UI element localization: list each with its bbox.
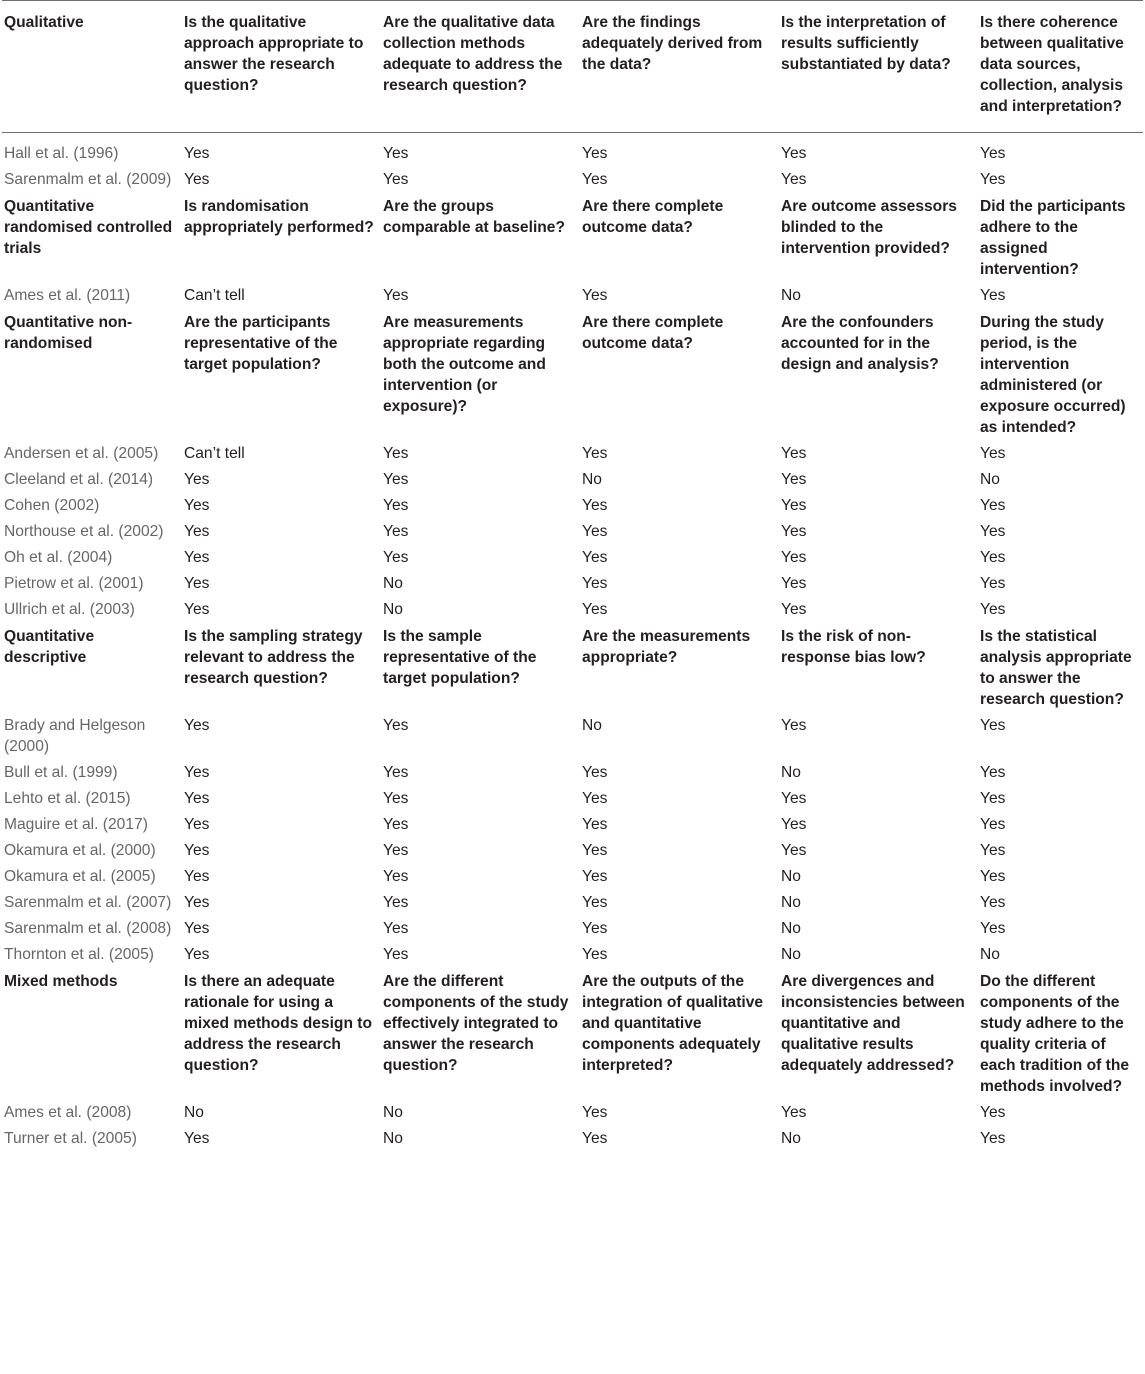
answer-cell: Yes <box>582 842 608 859</box>
criterion-question: Is the risk of non-response bias low? <box>781 628 926 666</box>
answer-cell: Yes <box>781 445 807 462</box>
answer-cell: No <box>582 471 602 488</box>
criterion-question: Are the findings adequately derived from the data? <box>582 14 763 73</box>
answer-cell: Yes <box>582 790 608 807</box>
answer-cell: Yes <box>582 145 608 162</box>
answer-cell: Yes <box>582 445 608 462</box>
study-citation: Thornton et al. (2005) <box>4 946 154 963</box>
study-citation: Ullrich et al. (2003) <box>4 601 135 618</box>
table-row <box>2 495 1143 521</box>
quality-appraisal-table <box>2 0 1143 1154</box>
answer-cell: Yes <box>582 497 608 514</box>
answer-cell: No <box>781 946 801 963</box>
table-row <box>2 814 1143 840</box>
answer-cell: Yes <box>582 894 608 911</box>
study-citation: Lehto et al. (2015) <box>4 790 131 807</box>
study-citation: Ames et al. (2008) <box>4 1104 132 1121</box>
answer-cell: Yes <box>582 946 608 963</box>
answer-cell: Yes <box>582 920 608 937</box>
study-citation: Northouse et al. (2002) <box>4 523 164 540</box>
answer-cell: Yes <box>383 790 409 807</box>
answer-cell: Yes <box>980 575 1006 592</box>
answer-cell: Yes <box>383 946 409 963</box>
study-citation: Brady and Helgeson (2000) <box>4 717 146 755</box>
answer-cell: Yes <box>781 523 807 540</box>
table-row <box>2 944 1143 970</box>
criterion-question: Is the interpretation of results sufficiently substantiated by data? <box>781 14 951 73</box>
answer-cell: Yes <box>980 601 1006 618</box>
table-body <box>2 1 1143 1155</box>
answer-cell: Yes <box>383 894 409 911</box>
answer-cell: No <box>184 1104 204 1121</box>
section-label: Quantitative randomised controlled trials <box>4 198 173 257</box>
answer-cell: Yes <box>781 842 807 859</box>
criterion-question: Is the sampling strategy relevant to address the research question? <box>184 628 363 687</box>
answer-cell: Yes <box>383 549 409 566</box>
criterion-question: Are measurements appropriate regarding both the outcome and intervention (or exposure)? <box>383 314 546 415</box>
answer-cell: No <box>781 764 801 781</box>
table-row <box>2 892 1143 918</box>
answer-cell: Yes <box>383 920 409 937</box>
section-header-qualitative <box>2 1 1143 133</box>
table-row <box>2 169 1143 195</box>
answer-cell: Yes <box>184 816 210 833</box>
study-citation: Cohen (2002) <box>4 497 100 514</box>
study-citation: Okamura et al. (2000) <box>4 842 156 859</box>
criterion-question: Did the participants adhere to the assigned intervention? <box>980 198 1126 278</box>
answer-cell: Yes <box>781 717 807 734</box>
answer-cell: No <box>781 868 801 885</box>
answer-cell: Yes <box>383 287 409 304</box>
criterion-question: Is there an adequate rationale for using a mixed methods design to address the research question? <box>184 973 373 1074</box>
study-citation: Cleeland et al. (2014) <box>4 471 154 488</box>
table-row <box>2 133 1143 170</box>
answer-cell: No <box>383 1130 403 1147</box>
answer-cell: Yes <box>184 549 210 566</box>
study-citation: Okamura et al. (2005) <box>4 868 156 885</box>
answer-cell: Yes <box>582 549 608 566</box>
answer-cell: No <box>781 920 801 937</box>
answer-cell: No <box>781 1130 801 1147</box>
answer-cell: Yes <box>980 920 1006 937</box>
answer-cell: Yes <box>383 171 409 188</box>
table-row <box>2 918 1143 944</box>
answer-cell: Yes <box>980 868 1006 885</box>
answer-cell: Yes <box>184 523 210 540</box>
answer-cell: Yes <box>980 1130 1006 1147</box>
answer-cell: Yes <box>184 575 210 592</box>
answer-cell: Yes <box>184 145 210 162</box>
criterion-question: Do the different components of the study adhere to the quality criteria of each tradition of the methods involved? <box>980 973 1130 1095</box>
criterion-question: Is there coherence between qualitative data sources, collection, analysis and interpretation? <box>980 14 1124 115</box>
criterion-question: Are the outputs of the integration of qualitative and quantitative components adequately interpreted? <box>582 973 764 1074</box>
answer-cell: Yes <box>980 445 1006 462</box>
answer-cell: Yes <box>383 497 409 514</box>
table-row <box>2 715 1143 762</box>
criterion-question: During the study period, is the intervention administered (or exposure occurred) as intended? <box>980 314 1126 436</box>
study-citation: Bull et al. (1999) <box>4 764 118 781</box>
answer-cell: Yes <box>184 717 210 734</box>
answer-cell: No <box>383 1104 403 1121</box>
answer-cell: Yes <box>980 816 1006 833</box>
answer-cell: Yes <box>582 523 608 540</box>
answer-cell: Yes <box>980 497 1006 514</box>
criterion-question: Are the participants representative of the target population? <box>184 314 338 373</box>
answer-cell: Yes <box>980 1104 1006 1121</box>
answer-cell: Yes <box>781 575 807 592</box>
answer-cell: Yes <box>184 471 210 488</box>
criterion-question: Are the groups comparable at baseline? <box>383 198 565 236</box>
table-row <box>2 599 1143 625</box>
answer-cell: Yes <box>184 497 210 514</box>
table-row <box>2 788 1143 814</box>
answer-cell: Yes <box>980 717 1006 734</box>
answer-cell: Yes <box>781 471 807 488</box>
answer-cell: Yes <box>980 894 1006 911</box>
answer-cell: No <box>980 471 1000 488</box>
section-header-rct <box>2 195 1143 285</box>
answer-cell: Yes <box>582 601 608 618</box>
answer-cell: No <box>781 287 801 304</box>
answer-cell: No <box>383 601 403 618</box>
criterion-question: Are the qualitative data collection methods adequate to address the research question? <box>383 14 563 94</box>
table-row <box>2 547 1143 573</box>
criterion-question: Is randomisation appropriately performed? <box>184 198 374 236</box>
study-citation: Pietrow et al. (2001) <box>4 575 144 592</box>
answer-cell: Can’t tell <box>184 287 245 304</box>
study-citation: Turner et al. (2005) <box>4 1130 137 1147</box>
criterion-question: Are outcome assessors blinded to the intervention provided? <box>781 198 957 257</box>
table-row <box>2 1128 1143 1154</box>
study-citation: Sarenmalm et al. (2007) <box>4 894 172 911</box>
criterion-question: Are the confounders accounted for in the design and analysis? <box>781 314 939 373</box>
section-header-descriptive <box>2 625 1143 715</box>
answer-cell: Yes <box>184 790 210 807</box>
study-citation: Ames et al. (2011) <box>4 287 131 304</box>
answer-cell: Yes <box>980 145 1006 162</box>
answer-cell: Yes <box>980 523 1006 540</box>
criterion-question: Are the measurements appropriate? <box>582 628 751 666</box>
study-citation: Sarenmalm et al. (2008) <box>4 920 172 937</box>
answer-cell: Yes <box>383 145 409 162</box>
answer-cell: Yes <box>781 497 807 514</box>
answer-cell: Yes <box>582 868 608 885</box>
answer-cell: Yes <box>781 601 807 618</box>
table-row <box>2 573 1143 599</box>
answer-cell: Yes <box>980 287 1006 304</box>
study-citation: Oh et al. (2004) <box>4 549 113 566</box>
section-header-nonrandomised <box>2 311 1143 443</box>
answer-cell: No <box>980 946 1000 963</box>
criterion-question: Are there complete outcome data? <box>582 198 724 236</box>
criterion-question: Is the qualitative approach appropriate to answer the research question? <box>184 14 364 94</box>
answer-cell: Yes <box>781 549 807 566</box>
answer-cell: Yes <box>383 816 409 833</box>
answer-cell: Yes <box>781 816 807 833</box>
answer-cell: Yes <box>980 842 1006 859</box>
answer-cell: Yes <box>781 145 807 162</box>
answer-cell: Yes <box>184 601 210 618</box>
study-citation: Hall et al. (1996) <box>4 145 119 162</box>
answer-cell: Yes <box>184 1130 210 1147</box>
answer-cell: Yes <box>383 523 409 540</box>
section-header-mixed <box>2 970 1143 1102</box>
answer-cell: Yes <box>582 764 608 781</box>
table-row <box>2 762 1143 788</box>
answer-cell: No <box>582 717 602 734</box>
answer-cell: Yes <box>383 764 409 781</box>
answer-cell: Yes <box>383 445 409 462</box>
answer-cell: Yes <box>582 1130 608 1147</box>
answer-cell: Yes <box>582 816 608 833</box>
answer-cell: Can’t tell <box>184 445 245 462</box>
answer-cell: Yes <box>980 790 1006 807</box>
section-label: Quantitative non-randomised <box>4 314 133 352</box>
answer-cell: Yes <box>184 764 210 781</box>
answer-cell: Yes <box>383 717 409 734</box>
answer-cell: Yes <box>184 894 210 911</box>
answer-cell: Yes <box>582 171 608 188</box>
answer-cell: Yes <box>184 946 210 963</box>
answer-cell: Yes <box>582 575 608 592</box>
criterion-question: Are there complete outcome data? <box>582 314 724 352</box>
answer-cell: Yes <box>184 920 210 937</box>
answer-cell: Yes <box>980 171 1006 188</box>
criterion-question: Is the sample representative of the target population? <box>383 628 537 687</box>
answer-cell: Yes <box>781 790 807 807</box>
criterion-question: Are divergences and inconsistencies between quantitative and qualitative results adequately addressed? <box>781 973 965 1074</box>
answer-cell: Yes <box>980 764 1006 781</box>
criterion-question: Is the statistical analysis appropriate to answer the research question? <box>980 628 1132 708</box>
table-row <box>2 521 1143 547</box>
section-label: Mixed methods <box>4 973 118 990</box>
table-row <box>2 443 1143 469</box>
answer-cell: Yes <box>582 287 608 304</box>
study-citation: Andersen et al. (2005) <box>4 445 159 462</box>
answer-cell: No <box>781 894 801 911</box>
table-row <box>2 1102 1143 1128</box>
answer-cell: Yes <box>582 1104 608 1121</box>
table-row <box>2 840 1143 866</box>
answer-cell: Yes <box>184 868 210 885</box>
study-citation: Maguire et al. (2017) <box>4 816 148 833</box>
study-citation: Sarenmalm et al. (2009) <box>4 171 172 188</box>
table-row <box>2 866 1143 892</box>
answer-cell: Yes <box>781 1104 807 1121</box>
section-label: Quantitative descriptive <box>4 628 95 666</box>
table-row <box>2 285 1143 311</box>
section-label: Qualitative <box>4 14 84 31</box>
answer-cell: Yes <box>184 842 210 859</box>
answer-cell: Yes <box>184 171 210 188</box>
answer-cell: Yes <box>383 471 409 488</box>
answer-cell: Yes <box>980 549 1006 566</box>
answer-cell: Yes <box>781 171 807 188</box>
criterion-question: Are the different components of the study effectively integrated to answer the research question? <box>383 973 569 1074</box>
answer-cell: No <box>383 575 403 592</box>
answer-cell: Yes <box>383 868 409 885</box>
table-row <box>2 469 1143 495</box>
answer-cell: Yes <box>383 842 409 859</box>
